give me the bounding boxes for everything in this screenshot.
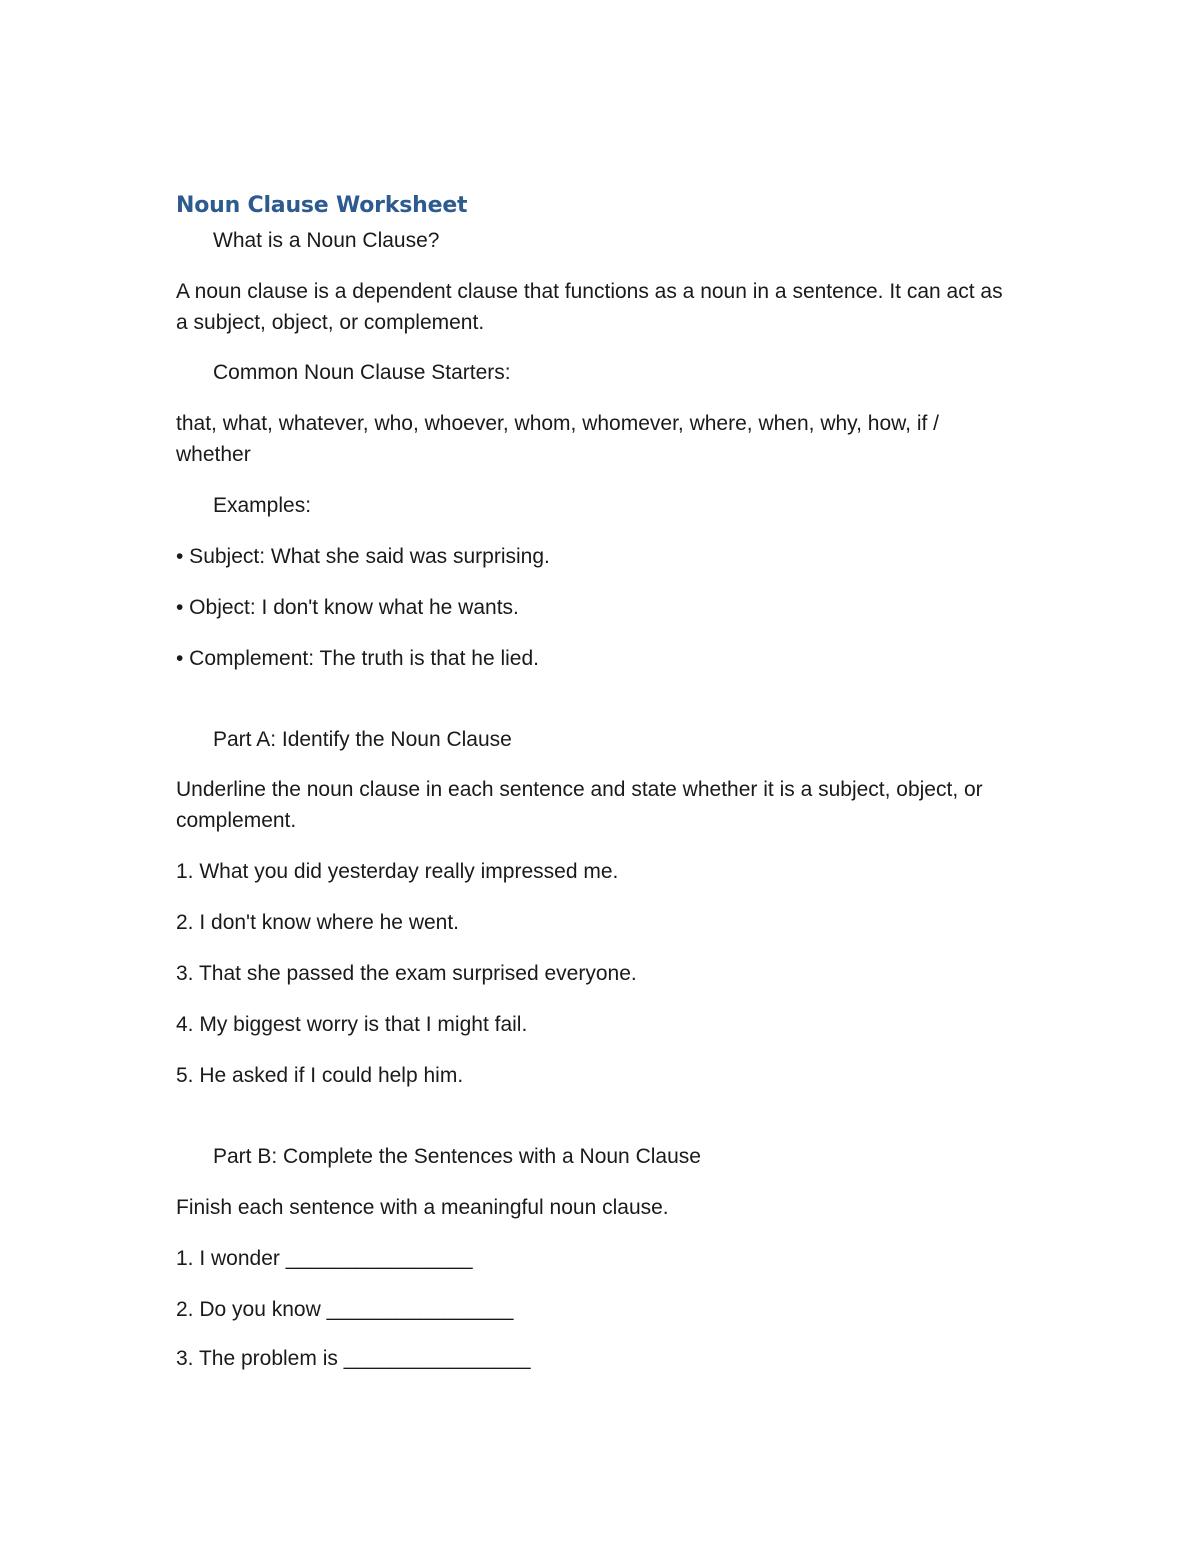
part-b-item: 2. Do you know ________________ (176, 1298, 514, 1321)
page-title: Noun Clause Worksheet (176, 193, 468, 218)
part-b-item: 3. The problem is ________________ (176, 1347, 531, 1370)
example-item-subject: • Subject: What she said was surprising. (176, 545, 550, 568)
example-item-object: • Object: I don't know what he wants. (176, 596, 519, 619)
intro-definition: A noun clause is a dependent clause that functions as a noun in a sentence. It can act as a subject, object, or complement. (176, 280, 1003, 334)
part-a-item: 4. My biggest worry is that I might fail. (176, 1013, 528, 1036)
part-b-item: 1. I wonder ________________ (176, 1247, 473, 1270)
part-b-instructions: Finish each sentence with a meaningful noun clause. (176, 1196, 669, 1219)
starters-heading: Common Noun Clause Starters: (213, 361, 511, 384)
part-a-item: 2. I don't know where he went. (176, 911, 460, 934)
part-a-instructions: Underline the noun clause in each sentence and state whether it is a subject, object, or complement. (176, 778, 983, 832)
part-a-item: 3. That she passed the exam surprised everyone. (176, 962, 637, 985)
example-item-complement: • Complement: The truth is that he lied. (176, 647, 539, 670)
part-b-heading: Part B: Complete the Sentences with a Noun Clause (213, 1145, 701, 1168)
part-a-item: 5. He asked if I could help him. (176, 1064, 464, 1087)
part-a-item: 1. What you did yesterday really impressed me. (176, 860, 619, 883)
examples-heading: Examples: (213, 494, 312, 517)
intro-heading: What is a Noun Clause? (213, 229, 440, 252)
part-a-heading: Part A: Identify the Noun Clause (213, 728, 512, 751)
starters-list: that, what, whatever, who, whoever, whom, whomever, where, when, why, how, if / whether (176, 412, 939, 466)
